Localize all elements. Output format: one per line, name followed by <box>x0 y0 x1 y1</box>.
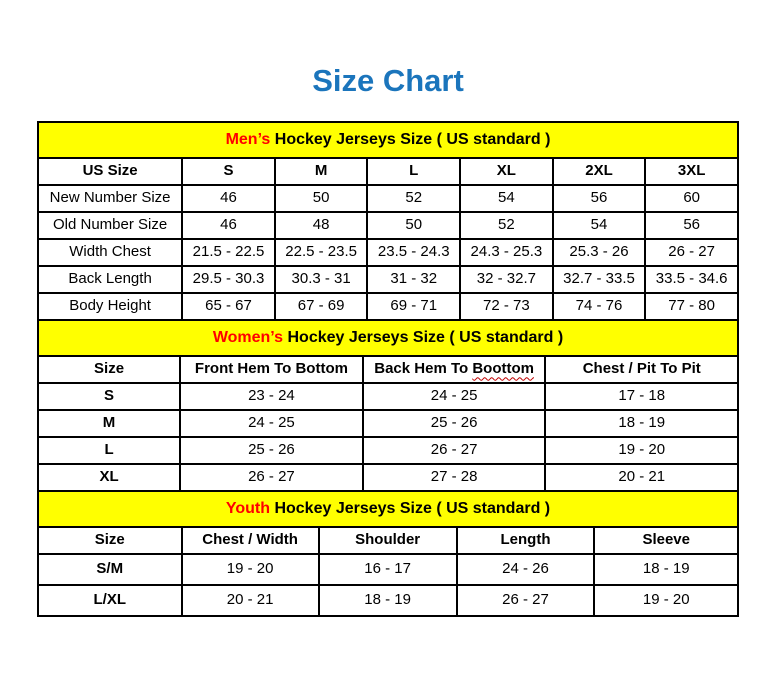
youth-highlight-label: Youth <box>225 500 270 518</box>
data-cell: 23 - 24 <box>180 383 363 410</box>
data-cell: 18 - 19 <box>594 554 738 585</box>
womens-section-header <box>38 320 738 356</box>
header-cell-back-hem <box>363 356 546 383</box>
row-label-cell: Width Chest <box>38 239 182 266</box>
page-title: Size Chart <box>312 63 464 98</box>
data-cell: 74 - 76 <box>553 293 646 320</box>
womens-highlight-label: Women’s <box>212 329 284 347</box>
row-label-cell: L/XL <box>38 585 182 616</box>
youth-section-header-row <box>38 491 738 527</box>
womens-section-header-row <box>38 320 738 356</box>
header-cell: Shoulder <box>319 527 457 554</box>
misspelled-word: Boottom <box>472 360 534 378</box>
row-label-cell: Old Number Size <box>38 212 182 239</box>
row-label-cell: M <box>38 410 180 437</box>
table-row <box>38 383 738 410</box>
row-label-cell: S <box>38 383 180 410</box>
header-cell: US Size <box>38 158 182 185</box>
mens-section-header <box>38 122 738 158</box>
table-row <box>38 554 738 585</box>
header-cell: Chest / Pit To Pit <box>545 356 738 383</box>
data-cell: 20 - 21 <box>182 585 319 616</box>
data-cell: 18 - 19 <box>319 585 457 616</box>
data-cell: 56 <box>553 185 646 212</box>
youth-size-table <box>37 490 739 617</box>
data-cell: 16 - 17 <box>319 554 457 585</box>
data-cell: 50 <box>367 212 460 239</box>
size-chart <box>37 121 739 617</box>
youth-header-text: Hockey Jerseys Size ( US standard ) <box>270 500 551 518</box>
table-row <box>38 293 738 320</box>
row-label-cell: XL <box>38 464 180 491</box>
data-cell: 60 <box>645 185 738 212</box>
header-cell: 3XL <box>645 158 738 185</box>
data-cell: 54 <box>460 185 553 212</box>
data-cell: 72 - 73 <box>460 293 553 320</box>
data-cell: 21.5 - 22.5 <box>182 239 275 266</box>
data-cell: 26 - 27 <box>457 585 595 616</box>
data-cell: 52 <box>367 185 460 212</box>
row-label-cell: L <box>38 437 180 464</box>
table-row <box>38 212 738 239</box>
header-cell: M <box>275 158 368 185</box>
data-cell: 22.5 - 23.5 <box>275 239 368 266</box>
row-label-cell: Back Length <box>38 266 182 293</box>
table-row <box>38 410 738 437</box>
table-row <box>38 239 738 266</box>
table-row <box>38 464 738 491</box>
womens-size-table <box>37 319 739 492</box>
data-cell: 30.3 - 31 <box>275 266 368 293</box>
data-cell: 26 - 27 <box>180 464 363 491</box>
data-cell: 24 - 25 <box>180 410 363 437</box>
data-cell: 65 - 67 <box>182 293 275 320</box>
table-row <box>38 585 738 616</box>
data-cell: 32 - 32.7 <box>460 266 553 293</box>
data-cell: 26 - 27 <box>363 437 546 464</box>
data-cell: 48 <box>275 212 368 239</box>
data-cell: 25.3 - 26 <box>553 239 646 266</box>
data-cell: 67 - 69 <box>275 293 368 320</box>
header-cell: Length <box>457 527 595 554</box>
data-cell: 26 - 27 <box>645 239 738 266</box>
row-label-cell: S/M <box>38 554 182 585</box>
header-cell: XL <box>460 158 553 185</box>
data-cell: 24 - 25 <box>363 383 546 410</box>
mens-section-header-row <box>38 122 738 158</box>
header-cell: Chest / Width <box>182 527 319 554</box>
data-cell: 31 - 32 <box>367 266 460 293</box>
header-cell: Sleeve <box>594 527 738 554</box>
data-cell: 54 <box>553 212 646 239</box>
header-cell: Size <box>38 527 182 554</box>
youth-column-header-row <box>38 527 738 554</box>
womens-column-header-row <box>38 356 738 383</box>
data-cell: 19 - 20 <box>545 437 738 464</box>
row-label-cell: Body Height <box>38 293 182 320</box>
mens-column-header-row <box>38 158 738 185</box>
row-label-cell: New Number Size <box>38 185 182 212</box>
data-cell: 56 <box>645 212 738 239</box>
data-cell: 46 <box>182 185 275 212</box>
data-cell: 23.5 - 24.3 <box>367 239 460 266</box>
data-cell: 19 - 20 <box>594 585 738 616</box>
data-cell: 25 - 26 <box>180 437 363 464</box>
table-row <box>38 437 738 464</box>
header-cell: L <box>367 158 460 185</box>
data-cell: 52 <box>460 212 553 239</box>
data-cell: 24 - 26 <box>457 554 595 585</box>
data-cell: 77 - 80 <box>645 293 738 320</box>
data-cell: 69 - 71 <box>367 293 460 320</box>
header-cell: 2XL <box>553 158 646 185</box>
data-cell: 25 - 26 <box>363 410 546 437</box>
data-cell: 18 - 19 <box>545 410 738 437</box>
mens-size-table <box>37 121 739 321</box>
data-cell: 29.5 - 30.3 <box>182 266 275 293</box>
data-cell: 20 - 21 <box>545 464 738 491</box>
header-cell: Size <box>38 356 180 383</box>
data-cell: 17 - 18 <box>545 383 738 410</box>
data-cell: 32.7 - 33.5 <box>553 266 646 293</box>
youth-section-header <box>38 491 738 527</box>
data-cell: 50 <box>275 185 368 212</box>
mens-header-text: Hockey Jerseys Size ( US standard ) <box>270 131 551 149</box>
data-cell: 46 <box>182 212 275 239</box>
table-row <box>38 266 738 293</box>
header-text: Back Hem To <box>374 360 473 378</box>
data-cell: 33.5 - 34.6 <box>645 266 738 293</box>
data-cell: 19 - 20 <box>182 554 319 585</box>
data-cell: 24.3 - 25.3 <box>460 239 553 266</box>
header-cell: Front Hem To Bottom <box>180 356 363 383</box>
data-cell: 27 - 28 <box>363 464 546 491</box>
table-row <box>38 185 738 212</box>
womens-header-text: Hockey Jerseys Size ( US standard ) <box>283 329 564 347</box>
header-cell: S <box>182 158 275 185</box>
mens-highlight-label: Men’s <box>225 131 271 149</box>
